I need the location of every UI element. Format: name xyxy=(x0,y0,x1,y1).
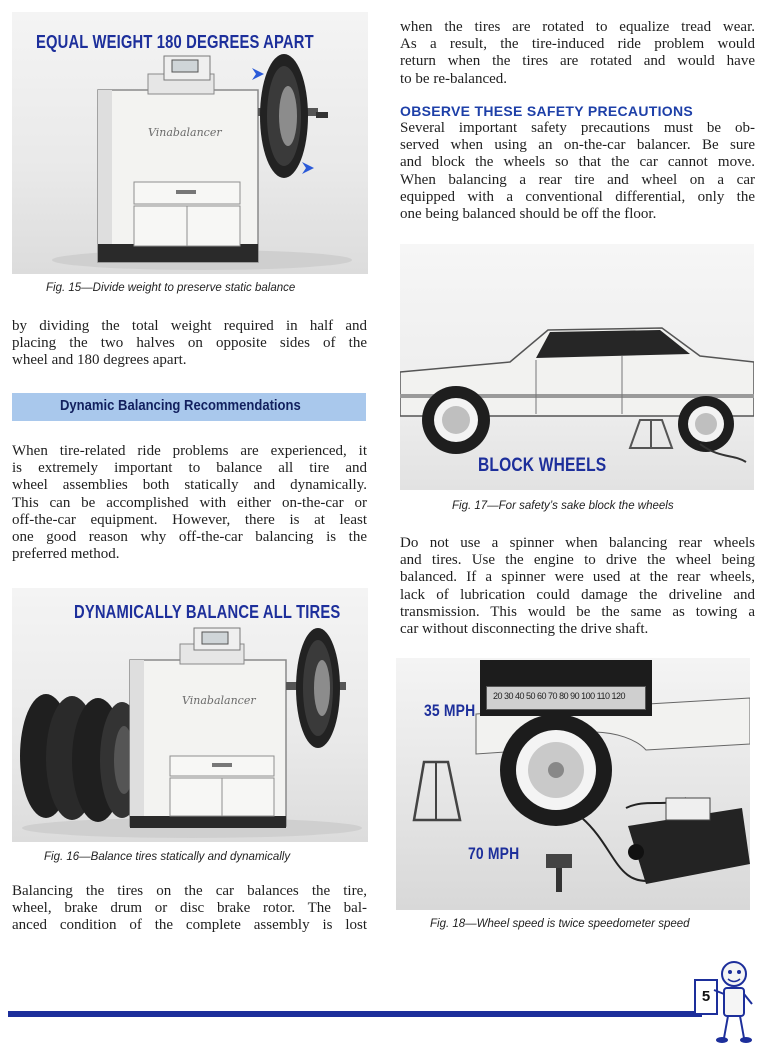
speedometer-panel xyxy=(480,660,652,716)
fig16-balancer-illustration xyxy=(12,588,368,842)
fig16-label: DYNAMICALLY BALANCE ALL TIRES xyxy=(74,602,341,622)
speedometer-ticks: 20 30 40 50 60 70 80 90 100 110 120 xyxy=(493,691,625,701)
text-line: When balancing a rear tire and wheel on a car xyxy=(400,171,755,188)
mascot-icon xyxy=(712,960,756,1044)
left-para-1 xyxy=(12,318,367,370)
left-para-3 xyxy=(12,883,367,935)
text-line: and block the wheels so that the car cannot move. xyxy=(400,154,755,171)
text-line: and tires. Use the engine to drive the wheel being xyxy=(400,552,755,569)
text-line: This can be accomplished with either on-the-car or xyxy=(12,494,367,511)
text-line: wheel assemblies both statically and dynamically. xyxy=(12,477,367,494)
text-line: lack of lubrication could damage the driveline and xyxy=(400,586,755,603)
text-line: Several important safety precautions must be ob- xyxy=(400,120,755,136)
fig15-photo xyxy=(12,12,368,274)
text-line: when the tires are rotated to equalize tread wear. xyxy=(400,19,755,35)
fig17-photo xyxy=(400,244,754,490)
right-para-3 xyxy=(400,535,755,638)
speedometer-dial xyxy=(486,686,646,710)
fig15-caption: Fig. 15—Divide weight to preserve static balance xyxy=(46,282,296,294)
right-para-1 xyxy=(400,19,755,88)
text-line: transmission. This would be the same as towing a xyxy=(400,603,755,620)
arrow-icon xyxy=(252,68,264,80)
fig16-brand: Vinabalancer xyxy=(182,694,256,707)
text-line: to be re-balanced. xyxy=(400,70,508,87)
text-line: by dividing the total weight required in half and xyxy=(12,318,367,334)
fig16-caption: Fig. 16—Balance tires statically and dynamically xyxy=(44,851,291,863)
fig17-label: BLOCK WHEELS xyxy=(478,455,607,476)
text-line: Balancing the tires on the car balances the tire, xyxy=(12,883,367,899)
text-line: return when the tires are rotated and would have xyxy=(400,53,755,70)
fig15-label: EQUAL WEIGHT 180 DEGREES APART xyxy=(36,32,314,52)
fig18-photo xyxy=(396,658,750,910)
fig18-caption: Fig. 18—Wheel speed is twice speedometer speed xyxy=(430,918,690,930)
text-line: Do not use a spinner when balancing rear wheels xyxy=(400,535,755,551)
text-line: is extremely important to balance all tire and xyxy=(12,460,367,477)
fig17-caption: Fig. 17—For safety’s sake block the wheels xyxy=(452,500,674,512)
text-line: wheel, brake drum or disc brake rotor. The bal- xyxy=(12,900,367,917)
page-number: 5 xyxy=(694,979,718,1015)
fig17-car-illustration xyxy=(400,244,754,490)
fig16-photo xyxy=(12,588,368,842)
text-line: balanced. If a spinner were used at the rear wheels, xyxy=(400,569,755,586)
text-line: When tire-related ride problems are experienced, it xyxy=(12,443,367,459)
text-line: off-the-car equipment. However, there is at least xyxy=(12,511,367,528)
text-line: one being balanced should be off the floor. xyxy=(400,206,657,223)
fig18-label-35mph: 35 MPH xyxy=(424,701,476,720)
text-line: car without disconnecting the drive shaft. xyxy=(400,621,649,638)
fig18-label-70mph: 70 MPH xyxy=(468,844,520,863)
right-para-2 xyxy=(400,120,755,223)
section-banner-title: Dynamic Balancing Recommendations xyxy=(60,398,301,414)
section-banner xyxy=(12,393,366,421)
text-line: anced condition of the complete assembly is lost xyxy=(12,917,367,934)
arrow-icon xyxy=(302,162,314,174)
text-line: one good reason why off-the-car balancing is the xyxy=(12,529,367,546)
safety-subhead: OBSERVE THESE SAFETY PRECAUTIONS xyxy=(400,103,694,119)
text-line: placing the two halves on opposite sides of the xyxy=(12,335,367,352)
text-line: equipped with a conventional differential, only the xyxy=(400,188,755,205)
text-line: As a result, the tire-induced ride problem would xyxy=(400,36,755,53)
left-para-2 xyxy=(12,443,367,563)
text-line: served when using an on-the-car balancer. Be sure xyxy=(400,137,755,154)
text-line: preferred method. xyxy=(12,546,120,563)
fig15-brand: Vinabalancer xyxy=(148,126,222,139)
footer-rule xyxy=(8,1011,702,1017)
text-line: wheel and 180 degrees apart. xyxy=(12,352,187,369)
